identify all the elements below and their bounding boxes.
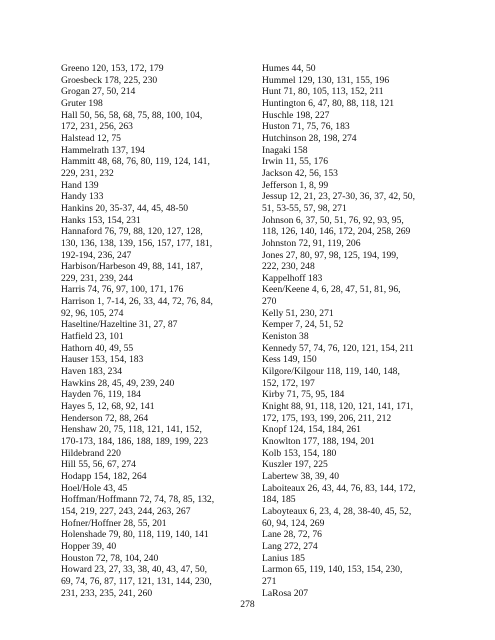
index-entry <box>262 156 442 168</box>
index-entry-line: Lane 28, 72, 76 <box>262 529 322 541</box>
index-entry-line: Kilgore/Kilgour 118, 119, 140, 148, <box>262 366 400 378</box>
index-column-right <box>262 63 442 599</box>
index-entry <box>61 226 239 261</box>
index-entry-line: Hatfield 23, 101 <box>61 331 124 343</box>
index-entry-line: Jackson 42, 56, 153 <box>262 167 338 179</box>
index-entry <box>262 343 442 355</box>
index-entry-line: Houston 72, 78, 104, 240 <box>61 552 159 564</box>
index-entry <box>61 483 239 495</box>
index-entry-line: Jefferson 1, 8, 99 <box>262 179 329 191</box>
index-entry-line: Holenshade 79, 80, 118, 119, 140, 141 <box>61 529 209 541</box>
index-entry-line: 172, 231, 256, 263 <box>61 121 133 133</box>
index-entry <box>262 121 442 133</box>
index-entry <box>262 273 442 285</box>
index-entry-line: LaRosa 207 <box>262 587 309 599</box>
index-entry <box>61 203 239 215</box>
index-entry <box>262 459 442 471</box>
index-entry-line: Keen/Keene 4, 6, 28, 47, 51, 81, 96, <box>262 284 401 296</box>
index-entry <box>61 63 239 75</box>
index-entry <box>262 168 442 180</box>
index-entry-line: Hutchinson 28, 198, 274 <box>262 132 357 144</box>
index-entry-line: Hofner/Hoffner 28, 55, 201 <box>61 517 167 529</box>
index-entry <box>262 389 442 401</box>
index-entry <box>61 133 239 145</box>
index-entry <box>262 483 442 506</box>
index-entry <box>262 506 442 529</box>
index-entry <box>262 588 442 600</box>
index-entry <box>262 75 442 87</box>
index-entry <box>262 145 442 157</box>
index-entry <box>262 63 442 75</box>
index-entry-line: Hunt 71, 80, 105, 113, 152, 211 <box>262 86 384 98</box>
index-entry <box>61 366 239 378</box>
index-entry-line: Hopper 39, 40 <box>61 540 117 552</box>
index-entry-line: Kolb 153, 154, 180 <box>262 447 337 459</box>
index-entry-line: Harris 74, 76, 97, 100, 171, 176 <box>61 284 184 296</box>
index-entry-line: 172, 175, 193, 199, 206, 211, 212 <box>262 412 392 424</box>
index-entry-line: Jones 27, 80, 97, 98, 125, 194, 199, <box>262 249 399 261</box>
index-entry <box>262 401 442 424</box>
index-entry <box>61 518 239 530</box>
index-entry <box>262 553 442 565</box>
index-entry <box>61 424 239 447</box>
index-entry-line: Kemper 7, 24, 51, 52 <box>262 319 344 331</box>
index-entry-line: Knight 88, 91, 118, 120, 121, 141, 171, <box>262 401 414 413</box>
index-entry <box>61 378 239 390</box>
index-entry-line: Handy 133 <box>61 191 104 203</box>
index-entry-line: 270 <box>262 296 277 308</box>
index-entry <box>262 541 442 553</box>
index-entry <box>61 529 239 541</box>
index-entry <box>262 424 442 436</box>
index-entry-line: Haseltine/Hazeltine 31, 27, 87 <box>61 319 178 331</box>
index-entry-line: Henshaw 20, 75, 118, 121, 141, 152, <box>61 424 202 436</box>
index-entry-line: Kirby 71, 75, 95, 184 <box>262 389 345 401</box>
index-entry-line: 229, 231, 232 <box>61 167 114 179</box>
index-entry <box>61 145 239 157</box>
index-entry <box>61 413 239 425</box>
index-entry <box>61 180 239 192</box>
page-number: 278 <box>240 599 255 610</box>
index-entry <box>262 564 442 587</box>
index-entry <box>61 156 239 179</box>
index-entry-line: Inagaki 158 <box>262 144 308 156</box>
index-entry <box>61 284 239 296</box>
index-entry <box>262 354 442 366</box>
index-entry-line: 154, 219, 227, 243, 244, 263, 267 <box>61 505 191 517</box>
index-entry <box>61 553 239 565</box>
index-entry <box>262 308 442 320</box>
index-entry-line: Huston 71, 75, 76, 183 <box>262 121 350 133</box>
index-entry-line: 51, 53-55, 57, 98, 271 <box>262 202 347 214</box>
index-entry-line: 184, 185 <box>262 494 296 506</box>
index-entry-line: Laboyteaux 6, 23, 4, 28, 38-40, 45, 52, <box>262 505 412 517</box>
index-entry-line: Hammitt 48, 68, 76, 80, 119, 124, 141, <box>61 156 210 168</box>
index-entry-line: 60, 94, 124, 269 <box>262 517 325 529</box>
index-entry-line: Halstead 12, 75 <box>61 132 121 144</box>
index-entry-line: 192-194, 236, 247 <box>61 249 132 261</box>
index-entry <box>61 261 239 284</box>
index-entry <box>61 98 239 110</box>
index-entry <box>262 529 442 541</box>
index-entry-line: Kelly 51, 230, 271 <box>262 307 334 319</box>
index-entry-line: Harbison/Harbeson 49, 88, 141, 187, <box>61 261 203 273</box>
index-entry-line: Lang 272, 274 <box>262 540 318 552</box>
index-entry <box>61 494 239 517</box>
index-entry-line: 229, 231, 239, 244 <box>61 272 133 284</box>
index-entry-line: Keniston 38 <box>262 331 309 343</box>
index-entry-line: 118, 126, 140, 146, 172, 204, 258, 269 <box>262 226 411 238</box>
index-entry-line: Haven 183, 234 <box>61 366 123 378</box>
index-entry-line: Johnston 72, 91, 119, 206 <box>262 237 361 249</box>
index-entry-line: Hand 139 <box>61 179 99 191</box>
index-entry-line: 69, 74, 76, 87, 117, 121, 131, 144, 230, <box>61 575 212 587</box>
index-entry-line: Groesbeck 178, 225, 230 <box>61 74 158 86</box>
index-entry <box>61 110 239 133</box>
index-entry-line: 231, 233, 235, 241, 260 <box>61 587 153 599</box>
index-entry <box>262 133 442 145</box>
index-entry-line: Kappelhoff 183 <box>262 272 323 284</box>
index-entry-line: Hathorn 40, 49, 55 <box>61 342 134 354</box>
index-entry-line: Johnson 6, 37, 50, 51, 76, 92, 93, 95, <box>262 214 404 226</box>
index-entry <box>262 366 442 389</box>
index-entry-line: Hanks 153, 154, 231 <box>61 214 141 226</box>
index-entry <box>61 389 239 401</box>
index-entry-line: Huschle 198, 227 <box>262 109 330 121</box>
index-entry-line: Kennedy 57, 74, 76, 120, 121, 154, 211 <box>262 342 414 354</box>
index-entry <box>61 215 239 227</box>
index-entry-line: Hill 55, 56, 67, 274 <box>61 459 136 471</box>
index-entry <box>262 331 442 343</box>
index-entry <box>262 319 442 331</box>
index-entry <box>262 238 442 250</box>
index-entry <box>262 110 442 122</box>
index-entry-line: Harrison 1, 7-14, 26, 33, 44, 72, 76, 84, <box>61 296 213 308</box>
index-entry <box>262 250 442 273</box>
index-entry <box>262 215 442 238</box>
index-entry-line: 170-173, 184, 186, 188, 189, 199, 223 <box>61 436 209 447</box>
index-entry <box>61 191 239 203</box>
index-entry-line: Huntington 6, 47, 80, 88, 118, 121 <box>262 97 395 109</box>
index-entry-line: Irwin 11, 55, 176 <box>262 156 328 168</box>
index-entry-line: 152, 172, 197 <box>262 377 315 389</box>
index-entry <box>61 459 239 471</box>
index-entry-line: Jessup 12, 21, 23, 27-30, 36, 37, 42, 50, <box>262 191 415 203</box>
index-entry-line: Kuszler 197, 225 <box>262 459 328 471</box>
index-entry-line: Hoffman/Hoffmann 72, 74, 78, 85, 132, <box>61 494 215 506</box>
index-entry-line: Labertew 38, 39, 40 <box>262 470 339 482</box>
index-entry-line: Lanius 185 <box>262 552 305 564</box>
index-entry-line: Hoel/Hole 43, 45 <box>61 482 128 494</box>
index-entry <box>61 343 239 355</box>
index-entry-line: 271 <box>262 575 277 587</box>
index-entry <box>61 401 239 413</box>
index-entry <box>61 86 239 98</box>
index-entry <box>61 448 239 460</box>
index-entry-line: Hayden 76, 119, 184 <box>61 389 141 401</box>
index-entry <box>262 98 442 110</box>
index-entry-line: Greeno 120, 153, 172, 179 <box>61 63 164 74</box>
index-entry-line: Hannaford 76, 79, 88, 120, 127, 128, <box>61 226 203 238</box>
index-entry-line: Hayes 5, 12, 68, 92, 141 <box>61 401 155 413</box>
index-entry-line: Hildebrand 220 <box>61 447 121 459</box>
index-entry <box>61 564 239 599</box>
index-entry-line: Henderson 72, 88, 264 <box>61 412 149 424</box>
index-entry <box>61 319 239 331</box>
index-entry <box>262 191 442 214</box>
index-entry-line: Hammelrath 137, 194 <box>61 144 145 156</box>
index-entry <box>61 471 239 483</box>
index-entry-line: Hummel 129, 130, 131, 155, 196 <box>262 74 390 86</box>
index-entry-line: Hauser 153, 154, 183 <box>61 354 144 366</box>
index-entry-line: Grogan 27, 50, 214 <box>61 86 136 98</box>
index-entry-line: Knowlton 177, 188, 194, 201 <box>262 436 375 447</box>
index-entry-line: 130, 136, 138, 139, 156, 157, 177, 181, <box>61 237 213 249</box>
index-entry-line: Larmon 65, 119, 140, 153, 154, 230, <box>262 564 403 576</box>
index-entry-line: Gruter 198 <box>61 97 103 109</box>
index-entry-line: 222, 230, 248 <box>262 261 315 273</box>
index-entry <box>61 354 239 366</box>
index-entry <box>262 180 442 192</box>
index-entry <box>262 86 442 98</box>
index-entry <box>61 296 239 319</box>
index-entry <box>262 284 442 307</box>
index-entry <box>262 471 442 483</box>
index-entry-line: Hawkins 28, 45, 49, 239, 240 <box>61 377 175 389</box>
index-entry <box>61 541 239 553</box>
index-entry <box>61 75 239 87</box>
index-entry-line: Howard 23, 27, 33, 38, 40, 43, 47, 50, <box>61 564 208 576</box>
index-column-left <box>61 63 239 599</box>
index-entry <box>262 436 442 448</box>
index-entry-line: Humes 44, 50 <box>262 63 316 74</box>
index-entry-line: Hall 50, 56, 58, 68, 75, 88, 100, 104, <box>61 109 203 121</box>
index-entry <box>61 331 239 343</box>
index-entry-line: Hodapp 154, 182, 264 <box>61 470 147 482</box>
index-entry <box>262 448 442 460</box>
index-entry-line: Laboiteaux 26, 43, 44, 76, 83, 144, 172, <box>262 482 416 494</box>
index-entry-line: Knopf 124, 154, 184, 261 <box>262 424 361 436</box>
index-entry-line: Hankins 20, 35-37, 44, 45, 48-50 <box>61 202 189 214</box>
index-entry-line: 92, 96, 105, 274 <box>61 307 124 319</box>
index-entry-line: Kess 149, 150 <box>262 354 317 366</box>
